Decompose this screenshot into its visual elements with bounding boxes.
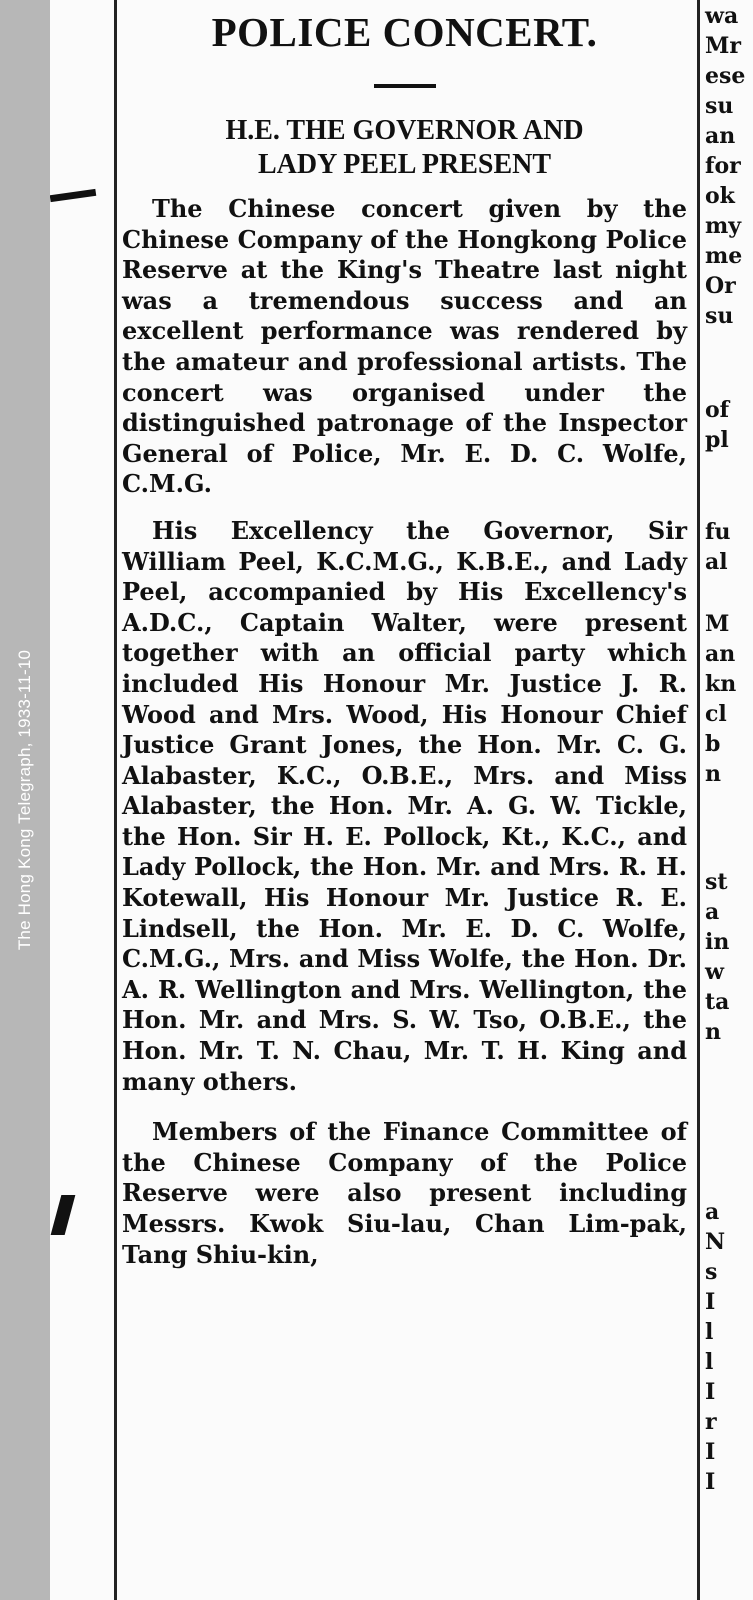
text-fragment: I [705, 1439, 716, 1465]
text-fragment: l [705, 1349, 714, 1375]
margin-mark [51, 1195, 76, 1235]
article-paragraph: The Chinese concert given by the Chinese Company of the Hongkong Police Reserve at the King's Theatre last night was a tremendous success and an excellent performance was rendered by the amateur and professional artists. The concert was organised under the distinguished patronage of the Inspector General of Police, Mr. E. D. C. Wolfe, C.M.G. [122, 194, 687, 499]
text-fragment: for [705, 153, 741, 179]
text-fragment: M [705, 611, 730, 637]
text-fragment: my [705, 213, 742, 239]
text-fragment: st [705, 869, 728, 895]
text-fragment: n [705, 1019, 721, 1045]
source-caption: The Hong Kong Telegraph, 1933-11-10 [15, 649, 34, 951]
text-fragment: ok [705, 183, 735, 209]
text-fragment: an [705, 123, 736, 149]
text-fragment: Or [705, 273, 736, 299]
text-fragment: l [705, 1319, 714, 1345]
article-subhead [122, 114, 687, 182]
text-fragment: I [705, 1469, 716, 1495]
text-fragment: ta [705, 989, 730, 1015]
left-column-rule [114, 0, 117, 1600]
text-fragment: b [705, 731, 721, 757]
article-column [122, 0, 687, 1270]
text-fragment: n [705, 761, 721, 787]
text-fragment: a [705, 899, 720, 925]
text-fragment: su [705, 303, 734, 329]
text-fragment: ese [705, 63, 746, 89]
subhead-line: LADY PEEL PRESENT [257, 149, 552, 180]
text-fragment: I [705, 1289, 716, 1315]
text-fragment: N [705, 1229, 726, 1255]
text-fragment: Mr [705, 33, 741, 59]
text-fragment: wa [705, 3, 739, 29]
newspaper-clipping [50, 0, 753, 1600]
source-sidebar [0, 0, 50, 1600]
right-column-rule [697, 0, 700, 1600]
text-fragment: I [705, 1379, 716, 1405]
text-fragment: a [705, 1199, 720, 1225]
text-fragment: an [705, 641, 736, 667]
margin-mark [50, 189, 96, 202]
text-fragment: me [705, 243, 743, 269]
article-paragraph: Members of the Finance Committee of the Chinese Company of the Police Reserve were also present including Messrs. Kwok Siu-lau, Chan Lim-pak, Tang Shiu-kin, [122, 1117, 687, 1269]
text-fragment: cl [705, 701, 727, 727]
text-fragment: al [705, 549, 728, 575]
text-fragment: kn [705, 671, 737, 697]
text-fragment: fu [705, 519, 731, 545]
text-fragment: of [705, 397, 730, 423]
article-headline: POLICE CONCERT. [211, 9, 598, 55]
article-paragraph: His Excellency the Governor, Sir William Peel, K.C.M.G., K.B.E., and Lady Peel, accompanied by His Excellency's A.D.C., Captain Walter, were present together with an official party which included His Honour Mr. Justice J. R. Wood and Mrs. Wood, His Honour Chief Justice Grant Jones, the Hon. Mr. C. G. Alabaster, K.C., O.B.E., Mrs. and Miss Alabaster, the Hon. Mr. A. G. W. Tickle, the Hon. Sir H. E. Pollock, Kt., K.C., and Lady Pollock, the Hon. Mr. and Mrs. R. H. Kotewall, His Honour Mr. Justice R. E. Lindsell, the Hon. Mr. E. D. C. Wolfe, C.M.G., Mrs. and Miss Wolfe, the Hon. Dr. A. R. Wellington and Mrs. Wellington, the Hon. Mr. and Mrs. S. W. Tso, O.B.E., the Hon. Mr. T. N. Chau, Mr. T. H. King and many others. [122, 515, 687, 1096]
text-fragment: su [705, 93, 734, 119]
headline-divider [374, 84, 436, 88]
subhead-line: H.E. THE GOVERNOR AND [225, 115, 584, 146]
text-fragment: r [705, 1409, 717, 1435]
text-fragment: w [705, 959, 724, 985]
text-fragment: in [705, 929, 730, 955]
text-fragment: pl [705, 427, 729, 453]
text-fragment: s [705, 1259, 718, 1285]
